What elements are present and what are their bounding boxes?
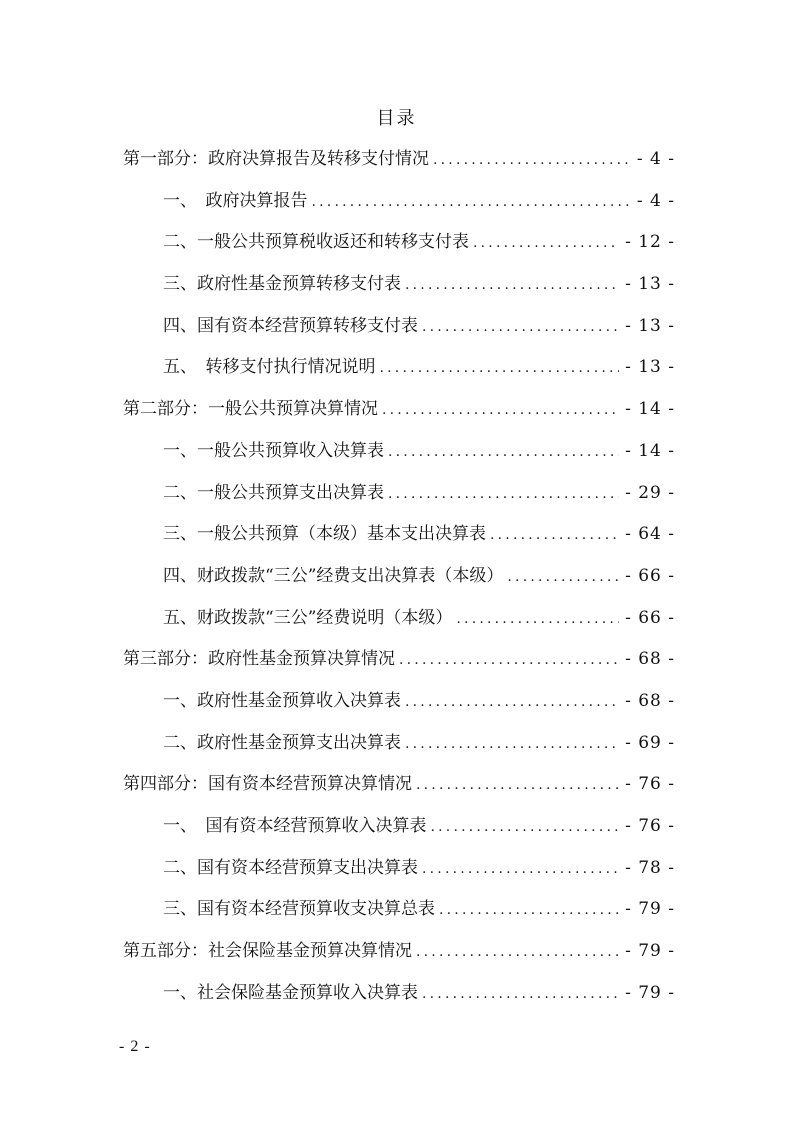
toc-entry-label: 三、政府性基金预算转移支付表 — [163, 274, 401, 295]
toc-subsection-entry[interactable] — [123, 683, 675, 725]
toc-section-entry[interactable] — [123, 933, 675, 975]
toc-entry-label: 一、政府性基金预算收入决算表 — [163, 690, 401, 711]
toc-entry-page: - 4 - — [636, 190, 675, 211]
toc-entry-label: 一、社会保险基金预算收入决算表 — [163, 982, 418, 1003]
toc-entry-page: - 66 - — [625, 565, 675, 586]
toc-entry-page: - 14 - — [625, 440, 675, 461]
toc-dot-leader — [431, 809, 620, 845]
toc-entry-page: - 13 - — [625, 315, 675, 336]
toc-dot-leader — [405, 267, 619, 303]
toc-dot-leader — [312, 184, 631, 220]
toc-entry-label: 四、财政拨款“三公”经费支出决算表（本级） — [163, 565, 504, 586]
toc-dot-leader — [507, 559, 619, 595]
toc-subsection-entry[interactable] — [123, 516, 675, 558]
toc-entry-page: - 69 - — [625, 732, 675, 753]
toc-subsection-entry[interactable] — [123, 266, 675, 308]
toc-dot-leader — [433, 142, 631, 178]
toc-entry-label: 一、 国有资本经营预算收入决算表 — [163, 816, 427, 836]
toc-subsection-entry[interactable] — [123, 725, 675, 767]
toc-dot-leader — [422, 309, 619, 345]
toc-entry-page: - 14 - — [625, 399, 675, 420]
toc-dot-leader — [399, 642, 619, 678]
toc-entry-label: 一、一般公共预算收入决算表 — [163, 440, 384, 461]
toc-entry-label: 一、 政府决算报告 — [163, 190, 308, 211]
toc-entry-label: 第二部分：一般公共预算决算情况 — [123, 399, 378, 420]
toc-entry-label: 二、政府性基金预算支出决算表 — [163, 732, 401, 753]
toc-dot-leader — [380, 350, 620, 386]
toc-subsection-entry[interactable] — [123, 558, 675, 600]
toc-dot-leader — [382, 392, 619, 428]
toc-entry-page: - 76 - — [625, 816, 675, 836]
toc-entry-page: - 78 - — [625, 857, 675, 878]
toc-dot-leader — [388, 476, 619, 512]
toc-subsection-entry[interactable] — [123, 600, 675, 642]
toc-entry-page: - 79 - — [625, 899, 675, 920]
toc-entry-label: 二、一般公共预算税收返还和转移支付表 — [163, 232, 469, 253]
toc-entry-label: 第五部分：社会保险基金预算决算情况 — [123, 941, 412, 962]
toc-entry-label: 第四部分：国有资本经营预算决算情况 — [123, 774, 412, 795]
toc-dot-leader — [490, 517, 619, 553]
toc-dot-leader — [405, 726, 619, 762]
toc-entry-page: - 13 - — [625, 357, 675, 378]
toc-entry-page: - 66 - — [625, 607, 675, 628]
toc-dot-leader — [456, 601, 619, 637]
toc-dot-leader — [422, 851, 619, 887]
toc-entry-label: 三、一般公共预算（本级）基本支出决算表 — [163, 524, 486, 545]
toc-section-entry[interactable] — [123, 641, 675, 683]
toc-entry-page: - 12 - — [625, 232, 675, 253]
toc-subsection-entry[interactable] — [123, 349, 675, 391]
toc-entry-label: 第一部分：政府决算报告及转移支付情况 — [123, 149, 429, 169]
toc-list — [123, 141, 675, 1016]
toc-entry-label: 第三部分：政府性基金预算决算情况 — [123, 649, 395, 670]
toc-dot-leader — [473, 225, 619, 261]
toc-dot-leader — [416, 767, 619, 803]
toc-entry-label: 二、国有资本经营预算支出决算表 — [163, 857, 418, 878]
toc-entry-page: - 64 - — [625, 524, 675, 545]
toc-dot-leader — [405, 684, 619, 720]
toc-entry-label: 四、国有资本经营预算转移支付表 — [163, 315, 418, 336]
toc-dot-leader — [422, 976, 619, 1012]
toc-entry-label: 三、国有资本经营预算收支决算总表 — [163, 899, 435, 920]
toc-entry-page: - 79 - — [625, 941, 675, 962]
toc-subsection-entry[interactable] — [123, 850, 675, 892]
toc-entry-label: 五、财政拨款“三公”经费说明（本级） — [163, 607, 453, 628]
toc-entry-label: 二、一般公共预算支出决算表 — [163, 482, 384, 503]
toc-title: 目录 — [376, 108, 417, 129]
toc-subsection-entry[interactable] — [123, 808, 675, 850]
toc-subsection-entry[interactable] — [123, 224, 675, 266]
toc-dot-leader — [416, 934, 619, 970]
toc-entry-page: - 68 - — [625, 649, 675, 670]
toc-subsection-entry[interactable] — [123, 891, 675, 933]
toc-subsection-entry[interactable] — [123, 433, 675, 475]
toc-section-entry[interactable] — [123, 766, 675, 808]
toc-section-entry[interactable] — [123, 141, 675, 183]
toc-subsection-entry[interactable] — [123, 308, 675, 350]
toc-entry-page: - 79 - — [625, 982, 675, 1003]
toc-entry-page: - 68 - — [625, 690, 675, 711]
toc-entry-page: - 76 - — [625, 774, 675, 795]
toc-dot-leader — [439, 892, 619, 928]
toc-entry-page: - 4 - — [636, 149, 675, 169]
toc-entry-page: - 13 - — [625, 274, 675, 295]
toc-section-entry[interactable] — [123, 391, 675, 433]
toc-subsection-entry[interactable] — [123, 183, 675, 225]
toc-subsection-entry[interactable] — [123, 475, 675, 517]
page-number: - 2 - — [119, 1038, 151, 1055]
toc-dot-leader — [388, 434, 619, 470]
toc-entry-label: 五、 转移支付执行情况说明 — [163, 357, 376, 378]
toc-entry-page: - 29 - — [625, 482, 675, 503]
toc-subsection-entry[interactable] — [123, 975, 675, 1017]
